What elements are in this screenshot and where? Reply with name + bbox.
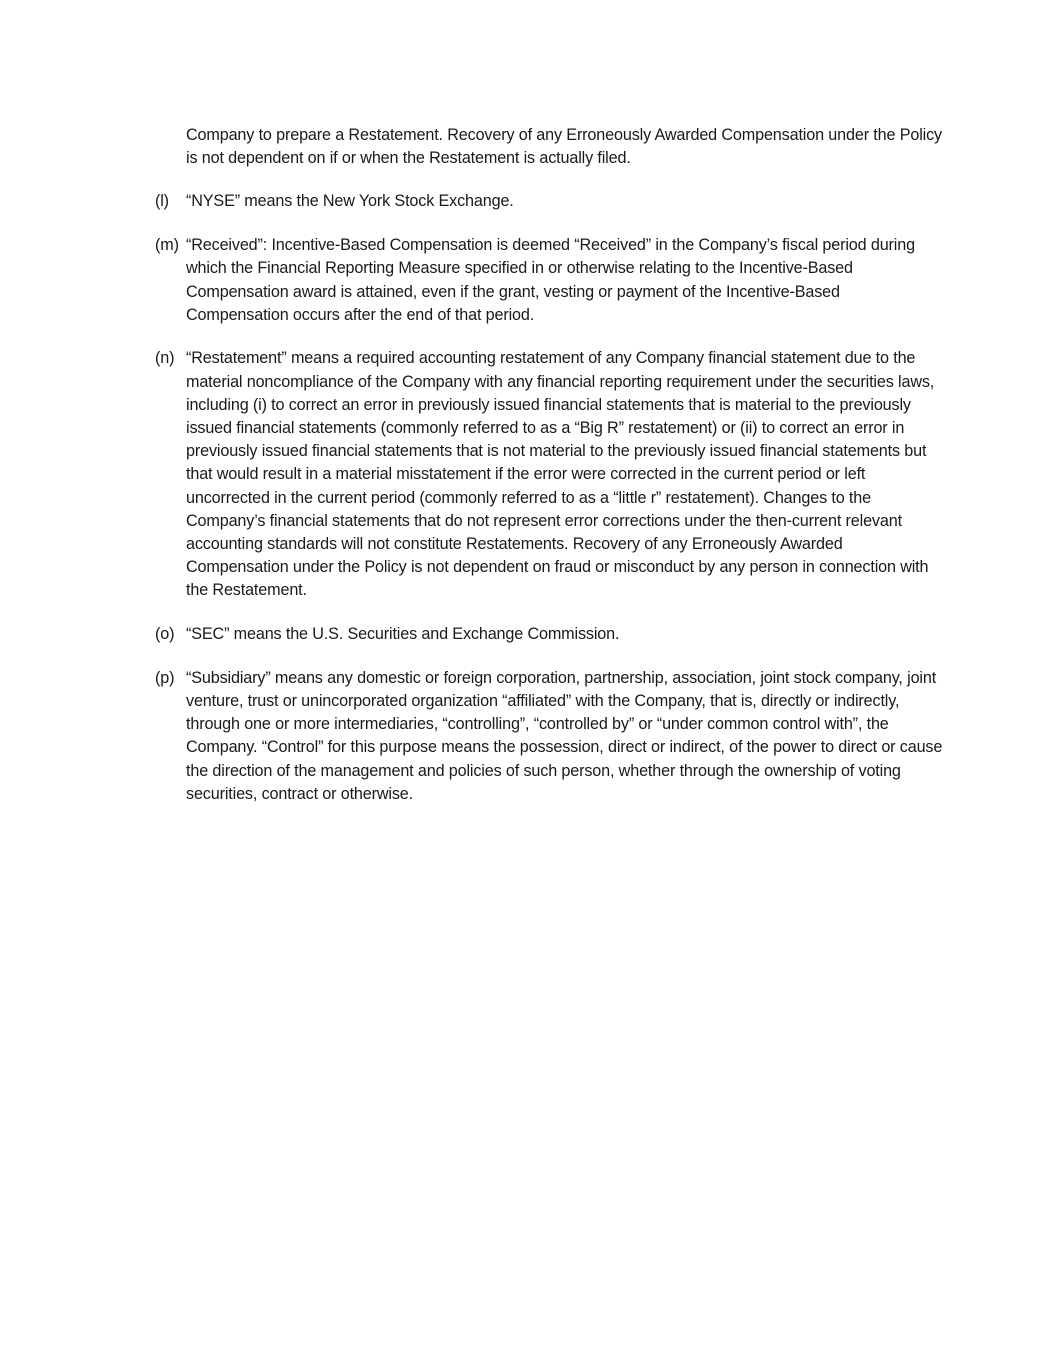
definition-item-o bbox=[155, 623, 945, 646]
item-text: “SEC” means the U.S. Securities and Exchange Commission. bbox=[186, 625, 620, 644]
item-label: (l) bbox=[155, 192, 169, 211]
item-label: (m) bbox=[155, 236, 179, 255]
item-text: “NYSE” means the New York Stock Exchange. bbox=[186, 192, 514, 211]
item-text: “Restatement” means a required accounting restatement of any Company financial statement due to the material noncompliance of the Company with any financial reporting requirement under the securities laws, including (i) to correct an error in previously issued financial statements that is material to the previously issued financial statements (commonly referred to as a “Big R” restatement) or (ii) to correct an error in previously issued financial statements that is not material to the previously issued financial statements but that would result in a material misstatement if the error were corrected in the current period or left uncorrected in the current period (commonly referred to as a “little r” restatement). Changes to the Company’s financial statements that do not represent error corrections under the then-current relevant accounting standards will not constitute Restatements. Recovery of any Erroneously Awarded Compensation under the Policy is not dependent on fraud or misconduct by any person in connection with the Restatement. bbox=[186, 349, 935, 600]
document-body bbox=[155, 124, 945, 827]
item-label: (n) bbox=[155, 349, 175, 368]
item-label: (o) bbox=[155, 625, 175, 644]
definition-item-p bbox=[155, 667, 945, 806]
definition-item-m bbox=[155, 234, 945, 327]
item-text: “Received”: Incentive-Based Compensation is deemed “Received” in the Company’s fiscal period during which the Financial Reporting Measure specified in or otherwise relating to the Incentive-Based Compensation award is attained, even if the grant, vesting or payment of the Incentive-Based Compensation occurs after the end of that period. bbox=[186, 236, 915, 324]
definition-item-n bbox=[155, 347, 945, 602]
definition-item-l bbox=[155, 190, 945, 213]
continuation-paragraph: Company to prepare a Restatement. Recovery of any Erroneously Awarded Compensation under the Policy is not dependent on if or when the Restatement is actually filed. bbox=[186, 126, 942, 168]
item-label: (p) bbox=[155, 668, 175, 687]
item-text: “Subsidiary” means any domestic or foreign corporation, partnership, association, joint stock company, joint venture, trust or unincorporated organization “affiliated” with the Company, that is, directly or indirectly, through one or more intermediaries, “controlling”, “controlled by” or “under common control with”, the Company. “Control” for this purpose means the possession, direct or indirect, of the power to direct or cause the direction of the management and policies of such person, whether through the ownership of voting securities, contract or otherwise. bbox=[186, 668, 943, 803]
